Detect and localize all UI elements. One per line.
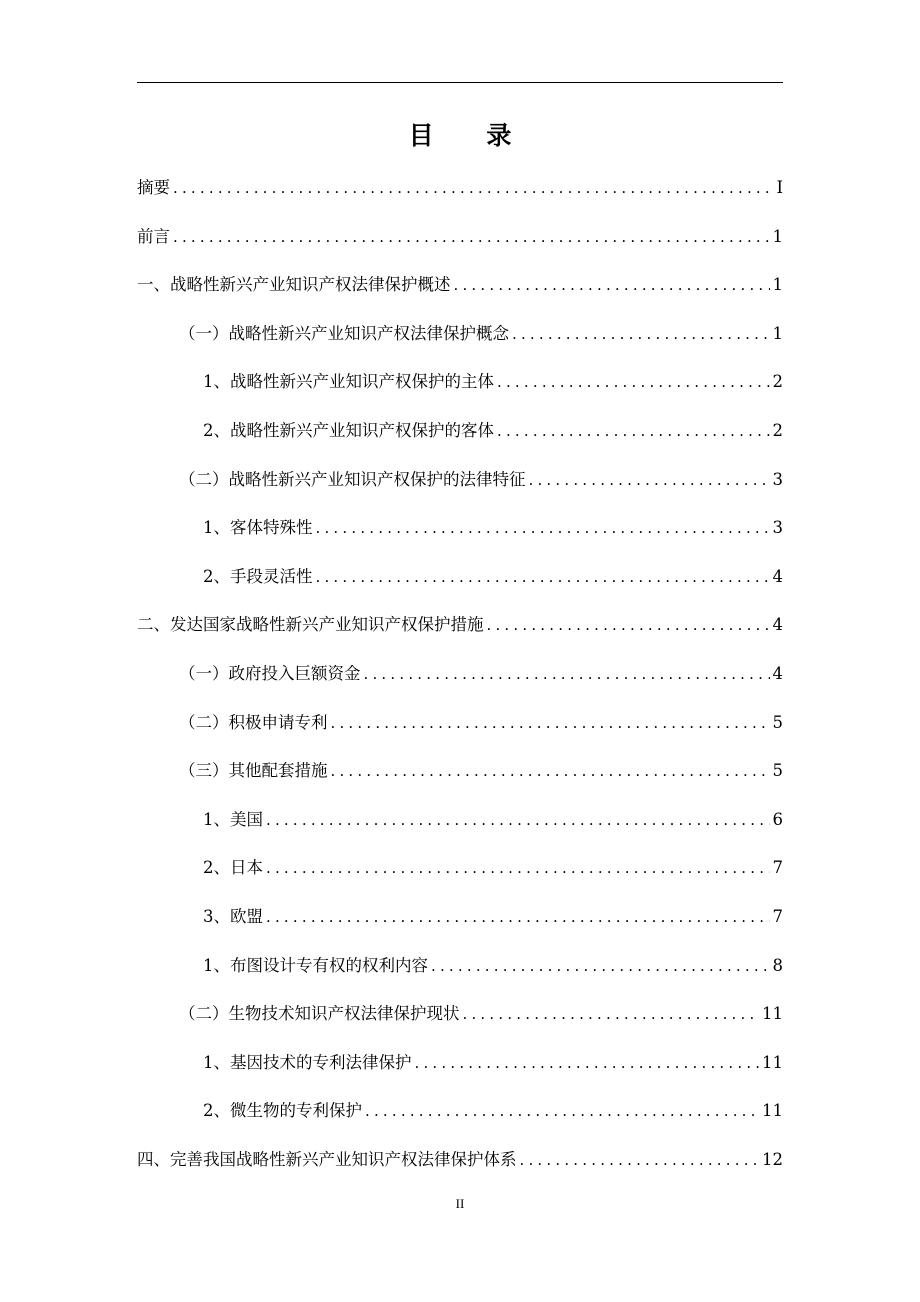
toc-entry[interactable] [137, 850, 783, 899]
toc-entry[interactable] [137, 413, 783, 462]
toc-entry-page: 1 [772, 323, 783, 343]
toc-entry[interactable] [137, 607, 783, 656]
toc-entry-page: 6 [772, 809, 783, 829]
toc-dot-leader [266, 899, 770, 935]
toc-entry[interactable] [137, 267, 783, 316]
toc-entry-label: （三）其他配套措施 [179, 761, 328, 781]
toc-entry-page: 5 [772, 712, 783, 732]
toc-entry-page: I [776, 178, 783, 197]
toc-dot-leader [365, 1093, 759, 1129]
toc-entry[interactable] [137, 510, 783, 559]
toc-entry-page: 4 [772, 566, 783, 586]
toc-entry-label: 3、欧盟 [203, 906, 263, 926]
toc-entry[interactable] [137, 364, 783, 413]
toc-entry-page: 2 [772, 420, 783, 440]
toc-dot-leader [173, 219, 770, 255]
toc-dot-leader [316, 559, 770, 595]
page-title: 目 录 [408, 121, 534, 150]
toc-entry-page: 8 [772, 955, 783, 975]
toc-dot-leader [173, 170, 770, 206]
toc-entry-page: 4 [772, 663, 783, 683]
toc-entry-page: 11 [762, 1101, 783, 1121]
toc-dot-leader [512, 316, 770, 352]
toc-entry-label: （二）战略性新兴产业知识产权保护的法律特征 [179, 469, 526, 489]
toc-entry-page: 3 [772, 469, 783, 489]
toc-dot-leader [497, 364, 770, 400]
toc-entry-label: 1、布图设计专有权的权利内容 [203, 955, 428, 975]
toc-dot-leader [463, 996, 760, 1032]
toc-entry-label: 2、战略性新兴产业知识产权保护的客体 [203, 420, 494, 440]
toc-entry[interactable] [137, 996, 783, 1045]
toc-entry-page: 12 [762, 1149, 783, 1169]
toc-entry-label: 2、手段灵活性 [203, 566, 313, 586]
toc-entry[interactable] [137, 705, 783, 754]
toc-entry[interactable] [137, 899, 783, 948]
toc-dot-leader [331, 705, 770, 741]
toc-entry-page: 7 [772, 906, 783, 926]
toc-entry[interactable] [137, 1045, 783, 1094]
toc-dot-leader [364, 656, 770, 692]
toc-dot-leader [431, 948, 770, 984]
toc-entry[interactable] [137, 753, 783, 802]
header-rule [137, 82, 783, 83]
toc-dot-leader [529, 462, 770, 498]
toc-entry[interactable] [137, 316, 783, 365]
toc-entry-label: （一）战略性新兴产业知识产权法律保护概念 [179, 323, 509, 343]
toc-entry[interactable] [137, 1142, 783, 1191]
toc-dot-leader [415, 1045, 760, 1081]
toc-dot-leader [316, 510, 770, 546]
toc-entry[interactable] [137, 462, 783, 511]
toc-entry[interactable] [137, 219, 783, 268]
toc-entry-label: 二、发达国家战略性新兴产业知识产权保护措施 [137, 615, 484, 635]
toc-entry-label: （一）政府投入巨额资金 [179, 663, 361, 683]
toc-entry-label: 摘要 [137, 178, 170, 197]
toc-entry-label: 前言 [137, 226, 170, 246]
toc-dot-leader [454, 267, 770, 303]
toc-dot-leader [487, 607, 770, 643]
toc-dot-leader [497, 413, 770, 449]
toc-entry-label: 1、战略性新兴产业知识产权保护的主体 [203, 372, 494, 392]
toc-dot-leader [331, 753, 770, 789]
toc-entry[interactable] [137, 170, 783, 219]
toc-entry-page: 4 [772, 615, 783, 635]
toc-entry-label: 1、美国 [203, 809, 263, 829]
toc-dot-leader [520, 1142, 760, 1178]
toc-entry-label: 四、完善我国战略性新兴产业知识产权法律保护体系 [137, 1149, 517, 1169]
toc-entry-page: 7 [772, 858, 783, 878]
toc-entry-label: 2、微生物的专利保护 [203, 1101, 362, 1121]
toc-dot-leader [266, 850, 770, 886]
toc-dot-leader [266, 802, 770, 838]
toc-entry-page: 2 [772, 372, 783, 392]
toc-entry-page: 3 [772, 518, 783, 538]
toc-entry[interactable] [137, 656, 783, 705]
page-number: II [455, 1196, 465, 1211]
toc-entry-label: （二）生物技术知识产权法律保护现状 [179, 1004, 460, 1024]
toc-entry-label: 2、日本 [203, 858, 263, 878]
toc-entry-page: 11 [762, 1004, 783, 1024]
toc-entry-label: （二）积极申请专利 [179, 712, 328, 732]
toc-entry-page: 11 [762, 1052, 783, 1072]
toc-entry[interactable] [137, 559, 783, 608]
toc-entry-label: 1、基因技术的专利法律保护 [203, 1052, 412, 1072]
toc-entry-label: 1、客体特殊性 [203, 518, 313, 538]
toc-entry-label: 一、战略性新兴产业知识产权法律保护概述 [137, 275, 451, 295]
toc-entry[interactable] [137, 802, 783, 851]
table-of-contents [137, 170, 783, 1190]
toc-entry-page: 1 [772, 275, 783, 295]
toc-entry[interactable] [137, 1093, 783, 1142]
toc-entry-page: 5 [772, 761, 783, 781]
toc-entry[interactable] [137, 948, 783, 997]
toc-entry-page: 1 [772, 226, 783, 246]
